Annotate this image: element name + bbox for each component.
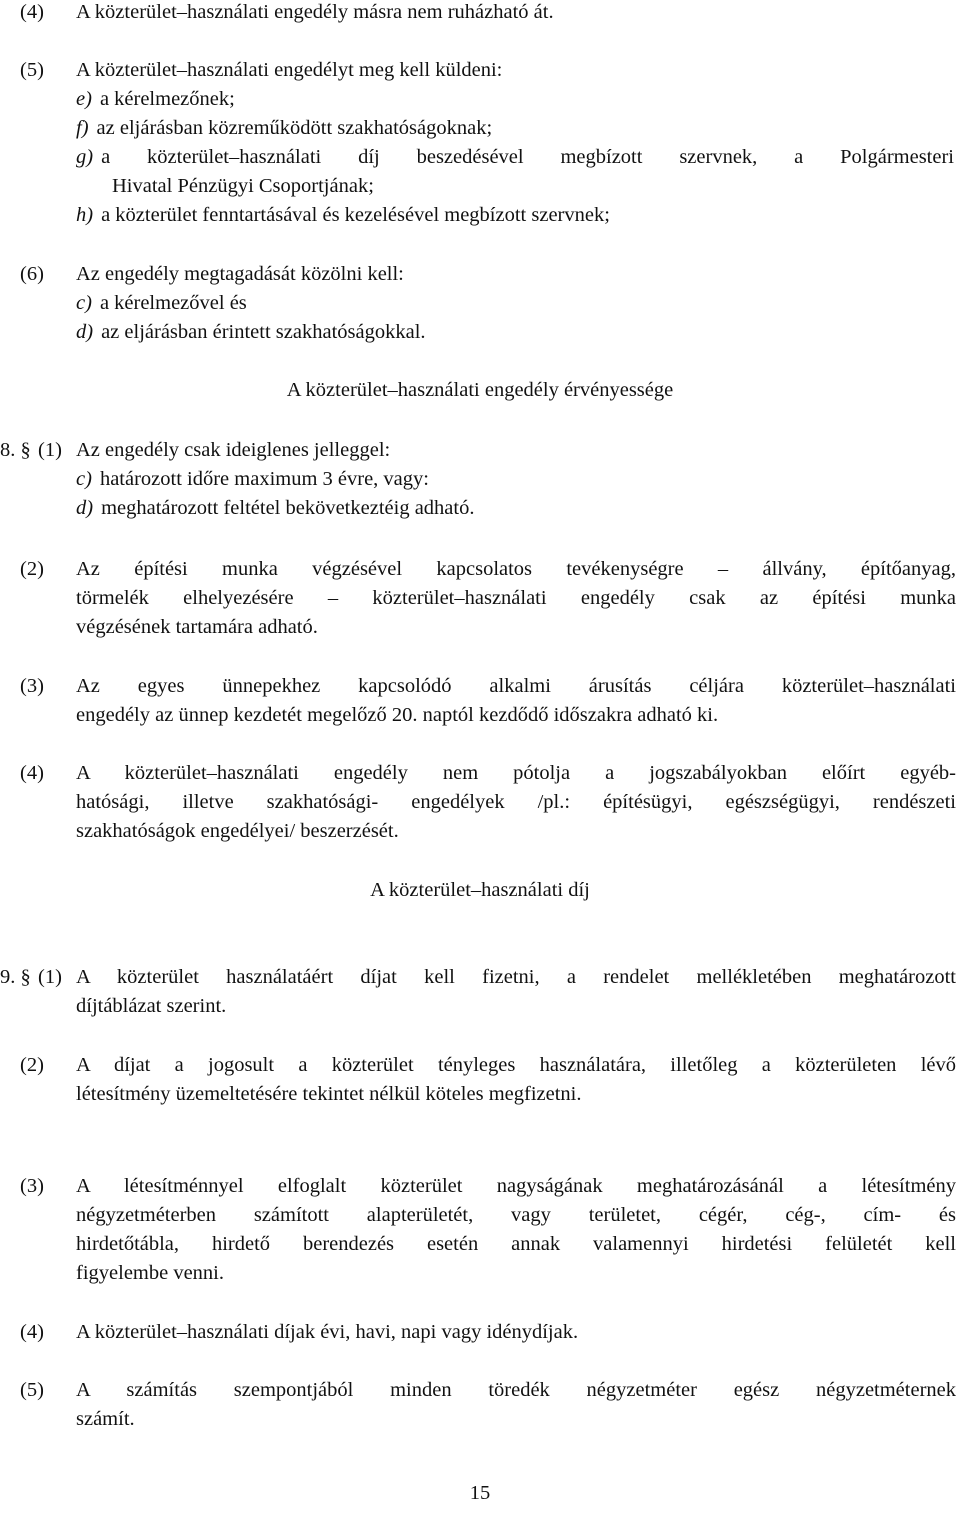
list-item-label: d) — [76, 497, 94, 519]
list-item-label: c) — [76, 468, 92, 490]
paragraph-line: A létesítménnyel elfoglalt közterület nagyságának meghatározásánál a létesítmény — [76, 1175, 956, 1197]
paragraph-line: A közterület–használati díjak évi, havi, napi vagy idénydíjak. — [76, 1321, 579, 1343]
paragraph-line: A számítás szempontjából minden töredék négyzetméter egész négyzetméternek — [76, 1379, 956, 1401]
paragraph-line: szakhatóságok engedélyei/ beszerzését. — [76, 820, 399, 842]
list-item — [76, 467, 429, 491]
page-number: 15 — [469, 1482, 491, 1504]
list-item-text: a közterület–használati díj beszedésével megbízott szervnek, a Polgármesteri — [101, 146, 954, 168]
paragraph-line: engedély az ünnep kezdetét megelőző 20. naptól kezdődő időszakra adható ki. — [76, 704, 719, 726]
paragraph-line: hatósági, illetve szakhatósági- engedélyek /pl.: építésügyi, egészségügyi, rendészeti — [76, 791, 956, 813]
list-item-label: g) — [76, 146, 94, 168]
list-item — [76, 203, 610, 227]
paragraph-number: (1) — [38, 439, 62, 461]
list-item-text: az eljárásban közreműködött szakhatóságoknak; — [96, 117, 493, 139]
paragraph-line: Az építési munka végzésével kapcsolatos tevékenységre – állvány, építőanyag, — [76, 558, 956, 580]
paragraph-number: (3) — [20, 1175, 44, 1197]
list-item-continuation: Hivatal Pénzügyi Csoportjának; — [112, 175, 374, 197]
paragraph-text: A közterület–használati engedélyt meg kell küldeni: — [76, 59, 503, 81]
section-number: 9. § — [0, 966, 31, 988]
list-item-label: c) — [76, 292, 92, 314]
paragraph-number: (4) — [20, 1321, 44, 1343]
list-item — [76, 87, 235, 111]
list-item — [76, 320, 426, 344]
paragraph-text: Az engedély csak ideiglenes jelleggel: — [76, 439, 391, 461]
list-item-text: az eljárásban érintett szakhatóságokkal. — [101, 321, 426, 343]
list-item-label: f) — [76, 117, 89, 139]
paragraph-line: végzésének tartamára adható. — [76, 616, 318, 638]
paragraph-number: (6) — [20, 263, 44, 285]
list-item-text: a kérelmezőnek; — [99, 88, 235, 110]
paragraph-number: (1) — [38, 966, 62, 988]
list-item-label: d) — [76, 321, 94, 343]
paragraph-number: (4) — [20, 1, 44, 23]
paragraph-line: négyzetméterben számított alapterületét, vagy területet, cégér, cég-, cím- és — [76, 1204, 956, 1226]
paragraph-line: A díjat a jogosult a közterület tényleges használatára, illetőleg a közterületen lévő — [76, 1054, 956, 1076]
paragraph-text: A közterület–használati engedély másra nem ruházható át. — [76, 1, 554, 23]
paragraph-line: Az egyes ünnepekhez kapcsolódó alkalmi árusítás céljára közterület–használati — [76, 675, 956, 697]
list-item-label: h) — [76, 204, 94, 226]
paragraph-number: (3) — [20, 675, 44, 697]
list-item — [76, 116, 492, 140]
list-item — [76, 145, 954, 169]
paragraph-number: (5) — [20, 1379, 44, 1401]
list-item — [76, 291, 247, 315]
paragraph-number: (2) — [20, 1054, 44, 1076]
paragraph-number: (4) — [20, 762, 44, 784]
paragraph-line: A közterület használatáért díjat kell fizetni, a rendelet mellékletében meghatározott — [76, 966, 956, 988]
paragraph-line: törmelék elhelyezésére – közterület–használati engedély csak az építési munka — [76, 587, 956, 609]
list-item-text: a közterület fenntartásával és kezelésével megbízott szervnek; — [101, 204, 610, 226]
section-heading: A közterület–használati engedély érvényessége — [286, 379, 674, 401]
paragraph-line: figyelembe venni. — [76, 1262, 225, 1284]
list-item — [76, 496, 474, 520]
paragraph-line: hirdetőtábla, hirdető berendezés esetén annak valamennyi hirdetési felületét kell — [76, 1233, 956, 1255]
paragraph-text: Az engedély megtagadását közölni kell: — [76, 263, 404, 285]
paragraph-line: létesítmény üzemeltetésére tekintet nélkül köteles megfizetni. — [76, 1083, 582, 1105]
list-item-text: a kérelmezővel és — [99, 292, 247, 314]
list-item-text: meghatározott feltétel bekövetkeztéig adható. — [101, 497, 475, 519]
paragraph-line: számít. — [76, 1408, 135, 1430]
section-number: 8. § — [0, 439, 31, 461]
section-heading: A közterület–használati díj — [370, 879, 590, 901]
list-item-label: e) — [76, 88, 92, 110]
paragraph-number: (5) — [20, 59, 44, 81]
paragraph-line: A közterület–használati engedély nem pótolja a jogszabályokban előírt egyéb- — [76, 762, 956, 784]
paragraph-number: (2) — [20, 558, 44, 580]
paragraph-line: díjtáblázat szerint. — [76, 995, 227, 1017]
list-item-text: határozott időre maximum 3 évre, vagy: — [99, 468, 429, 490]
